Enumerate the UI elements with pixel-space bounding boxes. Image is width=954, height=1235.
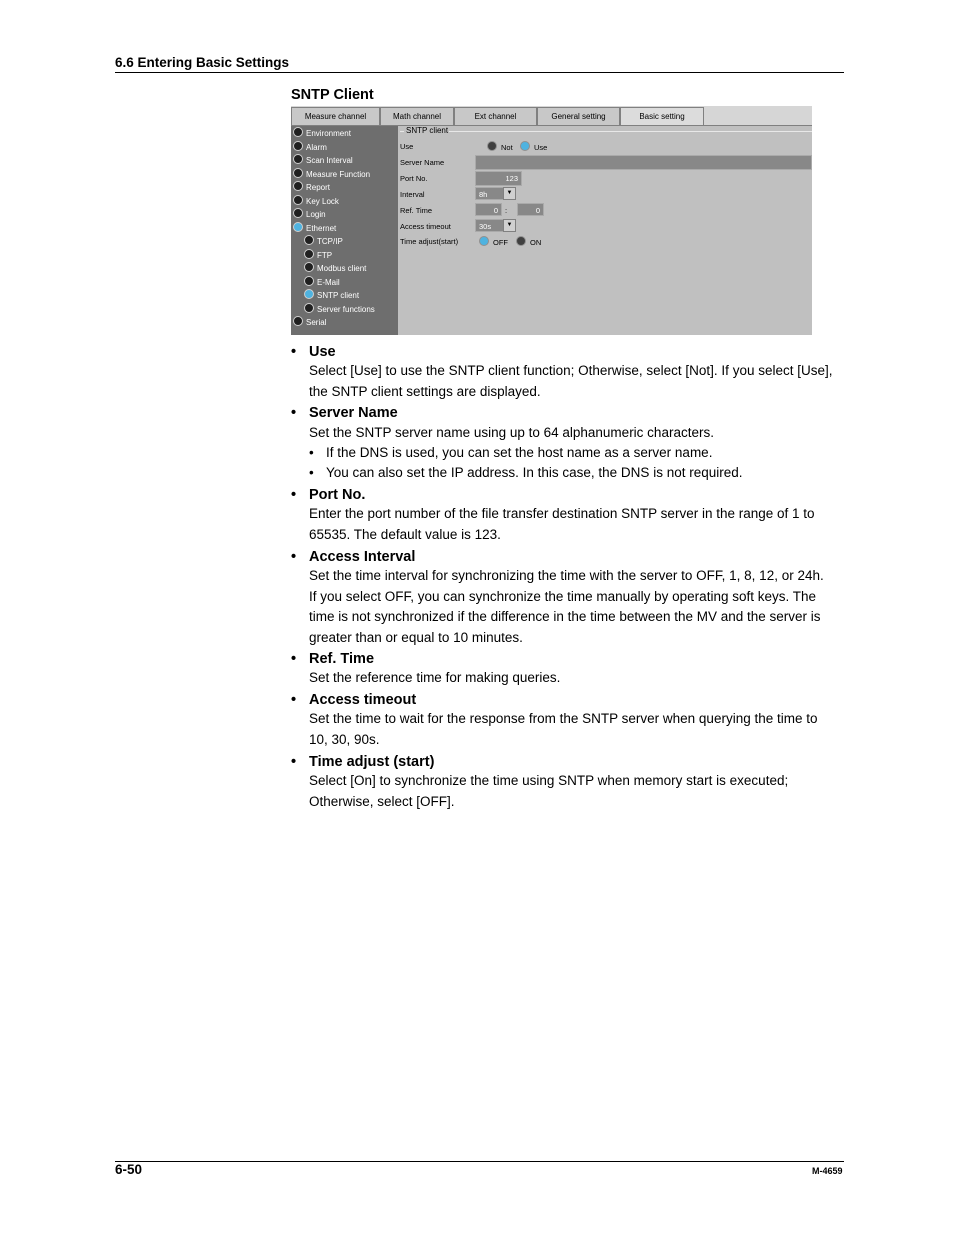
body-line: Otherwise, select [OFF]. <box>309 793 455 809</box>
sidebar-item-key-lock[interactable] <box>293 195 339 208</box>
bullet-icon <box>293 127 303 137</box>
sidebar-item-serial[interactable] <box>293 316 326 329</box>
sidebar-item-report[interactable] <box>293 181 330 194</box>
item-title-port-no: • Port No. <box>291 487 366 503</box>
item-title-text: Access Interval <box>309 549 416 565</box>
sidebar-item-modbus-client[interactable] <box>304 262 366 275</box>
item-body-access-timeout <box>309 709 849 750</box>
ref-time-separator: : <box>505 206 508 215</box>
document-id: M-4659 <box>812 1166 843 1176</box>
bullet-icon <box>293 168 303 178</box>
bullet-icon <box>304 303 314 313</box>
radio-label: Not <box>501 143 513 152</box>
radio-label: OFF <box>493 238 508 247</box>
bullet-icon <box>304 235 314 245</box>
ref-time-minute-field[interactable]: 0 <box>517 203 544 216</box>
ref-time-hour-field[interactable]: 0 <box>475 203 502 216</box>
sidebar-item-label: Key Lock <box>306 196 339 206</box>
body-line: Select [On] to synchronize the time using SNTP when memory start is executed; <box>309 773 789 788</box>
sidebar-item-environment[interactable] <box>293 127 351 140</box>
body-line: 65535. The default value is 123. <box>309 526 501 542</box>
section-title: SNTP Client <box>291 87 374 103</box>
bullet-icon <box>293 141 303 151</box>
item-title-text: Port No. <box>309 487 366 503</box>
item-title-ref-time: • Ref. Time <box>291 651 375 667</box>
sidebar-item-label: TCP/IP <box>317 237 343 246</box>
radio-icon <box>487 141 497 151</box>
server-name-field[interactable] <box>475 155 812 170</box>
tab-bar <box>291 106 812 126</box>
item-title-access-timeout: • Access timeout <box>291 692 417 708</box>
footer-rule <box>115 1161 844 1162</box>
sidebar-item-email[interactable] <box>304 276 340 289</box>
bullet-selected-icon <box>304 289 314 299</box>
body-line: Set the time to wait for the response from the SNTP server when querying the time to <box>309 711 818 726</box>
group-border <box>448 131 812 132</box>
sidebar-item-label: Server functions <box>317 304 375 314</box>
body-line: Set the SNTP server name using up to 64 alphanumeric characters. <box>309 425 714 440</box>
bullet-icon <box>304 262 314 272</box>
tab-general-setting[interactable]: General setting <box>537 107 620 125</box>
radio-icon <box>516 236 526 246</box>
item-title-time-adjust: • Time adjust (start) <box>291 754 435 770</box>
item-title-text: Time adjust (start) <box>309 754 435 770</box>
body-line: 10, 30, 90s. <box>309 731 380 747</box>
sidebar-item-ftp[interactable] <box>304 249 332 262</box>
use-use-radio[interactable] <box>520 141 547 152</box>
sidebar-item-tcpip[interactable] <box>304 235 343 248</box>
sidebar-item-label: Modbus client <box>317 264 367 273</box>
bullet-icon <box>293 208 303 218</box>
body-line: the SNTP client settings are displayed. <box>309 383 541 399</box>
body-line: If you select OFF, you can synchronize the time manually by operating soft keys. The <box>309 588 816 604</box>
sidebar-item-login[interactable] <box>293 208 326 221</box>
chevron-down-icon[interactable]: ▼ <box>503 219 516 232</box>
item-title-text: Access timeout <box>309 692 417 708</box>
radio-label: ON <box>530 238 542 247</box>
sub-bullet-text: You can also set the IP address. In this case, the DNS is not required. <box>326 465 743 480</box>
item-title-text: Ref. Time <box>309 651 375 667</box>
settings-sidebar <box>291 126 398 335</box>
group-border <box>400 131 404 132</box>
item-body-use <box>309 361 849 402</box>
item-title-access-interval: • Access Interval <box>291 549 416 565</box>
port-field[interactable]: 123 <box>475 171 522 186</box>
sidebar-item-alarm[interactable] <box>293 141 327 154</box>
sidebar-item-server-functions[interactable] <box>304 303 375 316</box>
sidebar-item-label: Scan Interval <box>306 156 353 165</box>
body-line: Set the time interval for synchronizing the time with the server to OFF, 1, 8, 12, or 24h. <box>309 568 824 583</box>
bullet-icon <box>304 249 314 259</box>
timeout-select[interactable]: 30s <box>475 219 504 232</box>
sidebar-item-label: E-Mail <box>317 277 340 287</box>
sidebar-item-label: Ethernet <box>306 223 337 233</box>
chevron-down-icon[interactable]: ▼ <box>503 187 516 200</box>
sidebar-item-ethernet[interactable] <box>293 222 336 235</box>
bullet-selected-icon <box>293 222 303 232</box>
sidebar-item-sntp-client[interactable] <box>304 289 359 302</box>
page-number: 6-50 <box>115 1162 143 1177</box>
ref-time-label: Ref. Time <box>400 206 433 215</box>
item-body-port-no <box>309 504 849 545</box>
body-line: greater than or equal to 10 minutes. <box>309 629 523 645</box>
radio-selected-icon <box>520 141 530 151</box>
sub-bullet: • If the DNS is used, you can set the host name as a server name. <box>309 445 713 460</box>
bullet-icon <box>293 316 303 326</box>
item-body-time-adjust <box>309 771 849 812</box>
sidebar-item-measure-function[interactable] <box>293 168 370 181</box>
use-not-radio[interactable] <box>487 141 513 152</box>
sidebar-item-label: Environment <box>306 129 351 138</box>
sidebar-item-label: Report <box>306 183 331 192</box>
tab-math-channel[interactable]: Math channel <box>380 107 454 125</box>
interval-select[interactable]: 8h <box>475 187 504 200</box>
sub-bullet: • You can also set the IP address. In this case, the DNS is not required. <box>309 465 743 480</box>
time-adjust-on-radio[interactable] <box>516 236 541 247</box>
item-title-text: Server Name <box>309 405 398 421</box>
body-line: Set the reference time for making queries. <box>309 670 561 685</box>
sidebar-item-label: Alarm <box>306 142 327 152</box>
settings-screenshot <box>291 106 812 335</box>
settings-panel <box>398 126 812 335</box>
time-adjust-off-radio[interactable] <box>479 236 508 247</box>
body-line: Enter the port number of the file transfer destination SNTP server in the range of 1 to <box>309 506 815 521</box>
interval-label: Interval <box>400 190 425 199</box>
tab-basic-setting[interactable]: Basic setting <box>620 107 704 127</box>
item-body-ref-time <box>309 668 849 689</box>
use-label: Use <box>400 142 414 151</box>
body-line: Select [Use] to use the SNTP client function; Otherwise, select [Not]. If you select [Use], <box>309 363 833 378</box>
body-line: time is not synchronized if the difference in the time between the MV and the server is <box>309 609 821 624</box>
bullet-icon <box>293 181 303 191</box>
bullet-icon <box>304 276 314 286</box>
item-body-access-interval <box>309 566 849 648</box>
item-title-server-name: • Server Name <box>291 405 398 421</box>
tab-ext-channel[interactable]: Ext channel <box>454 107 537 125</box>
item-body-server-name <box>309 423 849 444</box>
server-name-label: Server Name <box>400 158 445 167</box>
sidebar-item-label: Serial <box>306 318 327 327</box>
radio-selected-icon <box>479 236 489 246</box>
item-title-use: • Use <box>291 344 336 360</box>
sub-bullet-text: If the DNS is used, you can set the host name as a server name. <box>326 445 713 460</box>
bullet-icon <box>293 195 303 205</box>
running-header: 6.6 Entering Basic Settings <box>115 55 290 70</box>
sidebar-item-label: SNTP client <box>317 291 360 300</box>
tab-measure-channel[interactable]: Measure channel <box>291 107 380 125</box>
sidebar-item-label: FTP <box>317 250 333 260</box>
bullet-icon <box>293 154 303 164</box>
sidebar-item-scan-interval[interactable] <box>293 154 353 167</box>
group-label: SNTP client <box>406 126 449 135</box>
timeout-label: Access timeout <box>400 222 451 231</box>
time-adjust-label: Time adjust(start) <box>400 237 459 246</box>
port-label: Port No. <box>400 174 428 183</box>
sidebar-item-label: Login <box>306 210 326 219</box>
header-rule <box>115 72 844 73</box>
item-title-text: Use <box>309 344 336 360</box>
radio-label: Use <box>534 143 548 152</box>
sidebar-item-label: Measure Function <box>306 169 371 179</box>
